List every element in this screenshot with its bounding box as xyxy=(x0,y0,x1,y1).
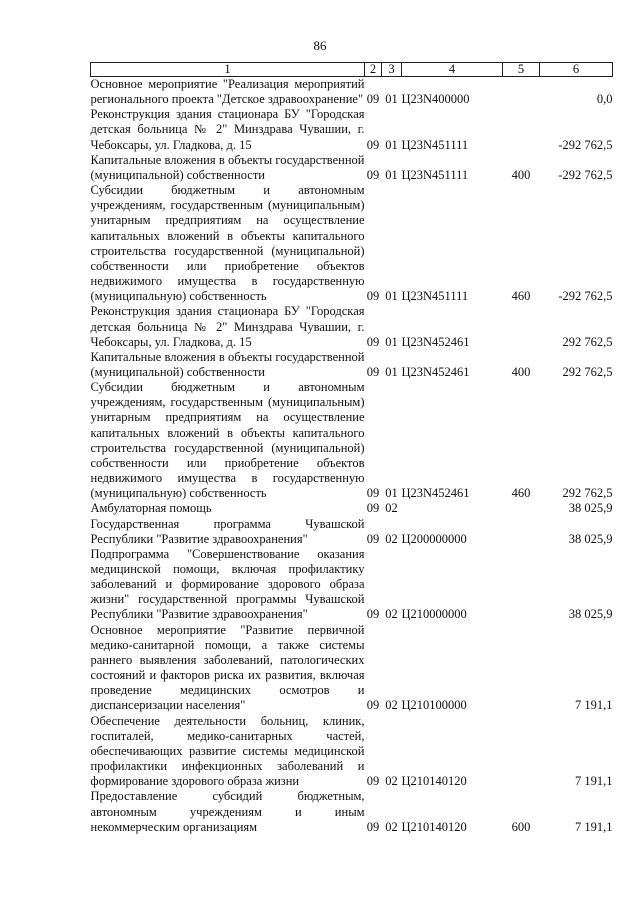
header-col-2: 2 xyxy=(365,63,382,77)
row-section: 09 xyxy=(366,531,380,546)
row-section: 09 xyxy=(366,289,380,304)
row-amount: 292 762,5 xyxy=(562,486,613,501)
table-row xyxy=(91,183,613,304)
header-row xyxy=(91,63,613,77)
row-amount: 38 025,9 xyxy=(568,501,613,516)
row-expense-type xyxy=(503,547,540,623)
table-row xyxy=(91,789,613,834)
row-subsection: 02 xyxy=(385,531,398,546)
row-name: Субсидии бюджетным и автономным учреждениям, государственным (муниципальным) унитарным предприятиям на осуществление капитальных вложений в объекты капитального строительства государственной (муниципальной) собственности или приобретение объектов недвижимого имущества в государственную (муниципальную) собственность xyxy=(90,380,365,501)
row-section: 09 xyxy=(366,819,380,834)
row-subsection: 01 xyxy=(385,486,398,501)
row-target-code: Ц200000000 xyxy=(401,531,467,546)
row-amount: 0,0 xyxy=(596,92,613,107)
table-row xyxy=(91,153,613,183)
row-name: Реконструкция здания стационара БУ "Городская детская больница № 2" Минздрава Чувашии, г. Чебоксары, ул. Гладкова, д. 15 xyxy=(90,107,365,152)
row-name: Подпрограмма "Совершенствование оказания медицинской помощи, включая профилактику заболеваний и формирование здорового образа жизни" государственной программы Чувашской Республики "Развитие здравоохранения" xyxy=(90,546,365,622)
row-subsection: 02 xyxy=(385,698,398,713)
row-name: Обеспечение деятельности больниц, клиник, госпиталей, медико-санитарных частей, обеспечивающих развитие системы медицинской профилактики инфекционных заболеваний и формирование здорового образа жизни xyxy=(90,713,365,789)
table-row xyxy=(91,77,613,108)
row-name: Предоставление субсидий бюджетным, автономным учреждениям и иным некоммерческим организациям xyxy=(90,789,365,834)
page-number: 86 xyxy=(313,38,327,53)
row-subsection: 02 xyxy=(385,774,398,789)
row-expense-type xyxy=(503,517,540,547)
row-target-code: Ц23N451111 xyxy=(401,137,469,152)
row-subsection: 01 xyxy=(385,167,398,182)
row-amount: 292 762,5 xyxy=(562,364,613,379)
row-amount: 38 025,9 xyxy=(568,607,613,622)
row-subsection: 02 xyxy=(385,607,398,622)
row-target-code: Ц210100000 xyxy=(401,698,467,713)
header-col-1: 1 xyxy=(91,63,365,77)
header-col-4: 4 xyxy=(402,63,503,77)
row-name: Субсидии бюджетным и автономным учреждениям, государственным (муниципальным) унитарным предприятиям на осуществление капитальных вложений в объекты капитального строительства государственной (муниципальной) собственности или приобретение объектов недвижимого имущества в государственную (муниципальную) собственность xyxy=(90,183,365,304)
row-amount: -292 762,5 xyxy=(558,137,613,152)
row-expense-type: 600 xyxy=(511,819,531,834)
row-section: 09 xyxy=(366,364,380,379)
row-target-code: Ц23N452461 xyxy=(401,334,470,349)
row-expense-type xyxy=(503,107,540,152)
row-amount: 7 191,1 xyxy=(575,698,613,713)
row-name: Капитальные вложения в объекты государственной (муниципальной) собственности xyxy=(90,152,365,182)
row-section: 09 xyxy=(366,774,380,789)
table-row xyxy=(91,304,613,349)
row-amount: 7 191,1 xyxy=(575,774,613,789)
row-section: 09 xyxy=(366,334,380,349)
table-body xyxy=(91,77,613,835)
row-section: 09 xyxy=(366,92,380,107)
row-section: 09 xyxy=(366,137,380,152)
row-section: 09 xyxy=(366,607,380,622)
row-expense-type xyxy=(503,623,540,714)
table-row xyxy=(91,547,613,623)
row-section: 09 xyxy=(366,501,380,516)
row-expense-type: 460 xyxy=(511,289,531,304)
header-col-3: 3 xyxy=(382,63,402,77)
row-expense-type: 400 xyxy=(511,167,531,182)
row-target-code: Ц23N451111 xyxy=(401,167,469,182)
row-name: Основное мероприятие "Реализация мероприятий регионального проекта "Детское здравоохранение" xyxy=(90,77,365,107)
table-row xyxy=(91,350,613,380)
row-section: 09 xyxy=(366,167,380,182)
row-target-code: Ц210000000 xyxy=(401,607,467,622)
row-subsection: 02 xyxy=(385,819,398,834)
row-amount: 38 025,9 xyxy=(568,531,613,546)
row-amount: -292 762,5 xyxy=(558,289,613,304)
row-subsection: 02 xyxy=(385,501,398,516)
row-amount: -292 762,5 xyxy=(558,167,613,182)
row-expense-type xyxy=(503,501,540,516)
row-target-code: Ц210140120 xyxy=(401,774,467,789)
row-target-code xyxy=(402,501,503,516)
row-expense-type: 460 xyxy=(511,486,531,501)
table-row xyxy=(91,623,613,714)
row-target-code: Ц23N400000 xyxy=(401,92,470,107)
table-header xyxy=(91,63,613,77)
row-name: Амбулаторная помощь xyxy=(90,501,212,516)
row-target-code: Ц23N452461 xyxy=(401,486,470,501)
row-expense-type xyxy=(503,77,540,108)
row-subsection: 01 xyxy=(385,137,398,152)
row-subsection: 01 xyxy=(385,289,398,304)
table-row xyxy=(91,714,613,790)
table-row xyxy=(91,380,613,501)
row-expense-type xyxy=(503,714,540,790)
row-section: 09 xyxy=(366,698,380,713)
header-col-5: 5 xyxy=(503,63,540,77)
row-expense-type: 400 xyxy=(511,364,531,379)
row-target-code: Ц210140120 xyxy=(401,819,467,834)
header-col-6: 6 xyxy=(540,63,613,77)
row-target-code: Ц23N452461 xyxy=(401,364,470,379)
row-name: Государственная программа Чувашской Республики "Развитие здравоохранения" xyxy=(90,516,365,546)
row-amount: 292 762,5 xyxy=(562,334,613,349)
row-target-code: Ц23N451111 xyxy=(401,289,469,304)
table-row xyxy=(91,517,613,547)
row-name: Основное мероприятие "Развитие первичной медико-санитарной помощи, а также системы раннего выявления заболеваний, патологических состояний и факторов риска их развития, включая проведение медицинских осмотров и диспансеризации населения" xyxy=(90,622,365,713)
row-expense-type xyxy=(503,304,540,349)
table-row xyxy=(91,107,613,152)
row-subsection: 01 xyxy=(385,334,398,349)
budget-table xyxy=(90,62,613,835)
row-section: 09 xyxy=(366,486,380,501)
table-row xyxy=(91,501,613,516)
row-name: Капитальные вложения в объекты государственной (муниципальной) собственности xyxy=(90,349,365,379)
row-name: Реконструкция здания стационара БУ "Городская детская больница № 2" Минздрава Чувашии, г. Чебоксары, ул. Гладкова, д. 15 xyxy=(90,304,365,349)
row-subsection: 01 xyxy=(385,364,398,379)
row-subsection: 01 xyxy=(385,92,398,107)
row-amount: 7 191,1 xyxy=(575,819,613,834)
